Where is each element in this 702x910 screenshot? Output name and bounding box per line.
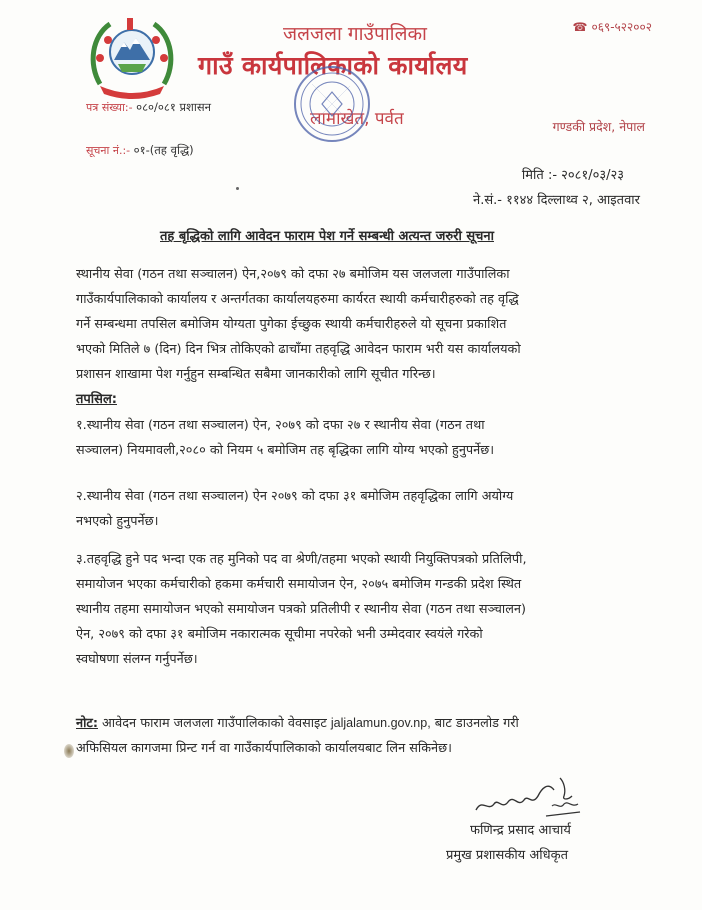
note-paragraph [76,711,656,761]
notice-value: ०१-(तह वृद्धि) [133,143,194,157]
notice-subject: तह बृद्धिको लागि आवेदन फाराम पेश गर्ने सम्बन्धी अत्यन्त जरुरी सूचना [160,229,494,244]
reference-value: ०८०/०८१ प्रशासन [136,100,212,114]
details-heading: तपसिल: [76,392,117,407]
note-text: आवेदन फाराम जलजला गाउँपालिकाको वेवसाइट [97,716,331,731]
ink-smudge [64,744,74,758]
phone-value: ०६९-५२२००२ [591,20,652,34]
point-1 [76,413,656,463]
paragraph-line: भएको मितिले ७ (दिन) दिन भित्र तोकिएको ढाचाँमा तहवृद्धि आवेदन फाराम भरी यस कार्यालयको [76,342,521,357]
note-label: नोट: [76,716,98,731]
telephone-icon: ☎ [572,20,588,34]
nepal-era-date: ने.सं.- ११४४ दिल्लाथ्व २, आइतवार [473,193,640,208]
municipality-name: जलजला गाउँपालिका [283,23,427,45]
paragraph-line: समायोजन भएका कर्मचारीको हकमा कर्मचारी समायोजन ऐन, २०७५ बमोजिम गन्डकी प्रदेश स्थित [76,577,522,592]
reference-label: पत्र संख्या:- [86,101,133,114]
notice-number [86,143,194,158]
paragraph-line: सञ्चालन) नियमावली,२०८० को नियम ५ बमोजिम तह बृद्धिका लागि योग्य भएको हुनुपर्नेछ। [76,443,495,458]
ink-dot [236,187,239,190]
paragraph-line: स्थानीय तहमा समायोजन भएको समायोजन पत्रको प्रतिलीपी र स्थानीय सेवा (गठन तथा सञ्चालन) [76,602,526,617]
handwritten-signature [468,772,588,822]
paragraph-line: प्रशासन शाखामा पेश गर्नुहुन सम्बन्धित सबैमा जानकारीको लागि सूचीत गरिन्छ। [76,367,436,382]
nepal-emblem-logo [86,14,178,100]
main-paragraph [76,262,656,387]
note-line: अफिसियल कागजमा प्रिन्ट गर्न वा गाउँकार्यपालिकाको कार्यालयबाट लिन सकिनेछ। [76,741,452,756]
paragraph-line: नभएको हुनुपर्नेछ। [76,514,159,529]
office-location: लामाखेत, पर्वत [310,109,404,129]
paragraph-line: २.स्थानीय सेवा (गठन तथा सञ्चालन) ऐन २०७९ को दफा ३१ बमोजिम तहवृद्धिका लागि अयोग्य [76,489,514,504]
signer-name: फणिन्द्र प्रसाद आचार्य [470,823,571,838]
signer-title: प्रमुख प्रशासकीय अधिकृत [446,848,569,863]
paragraph-line: गर्ने सम्बन्धमा तपसिल बमोजिम योग्यता पुगेका ईच्छुक स्थायी कर्मचारीहरुले यो सूचना प्रकाशित [76,317,507,332]
note-text: बाट डाउनलोड गरी [430,716,519,731]
note-line [76,711,656,736]
point-3 [76,547,656,672]
paragraph-line: ३.तहवृद्धि हुने पद भन्दा एक तह मुनिको पद वा श्रेणी/तहमा भएको स्थायी नियुक्तिपत्रको प्रतिलिपी, [76,552,527,567]
paragraph-line: १.स्थानीय सेवा (गठन तथा सञ्चालन) ऐन, २०७९ को दफा २७ र स्थानीय सेवा (गठन तथा [76,418,485,433]
letter-reference [86,100,211,115]
point-2 [76,484,656,534]
date-line: मिति :- २०८१/०३/२३ [521,168,624,183]
paragraph-line: ऐन, २०७९ को दफा ३१ बमोजिम नकारात्मक सूचीमा नपरेको भनी उम्मेदवार स्वयंले गरेको [76,627,483,642]
paragraph-line: गाउँकार्यपालिकाको कार्यालय र अन्तर्गतका कार्यालयहरुमा कार्यरत स्थायी कर्मचारीहरुको तह वृद्धि [76,292,519,307]
paragraph-line: स्थानीय सेवा (गठन तथा सञ्चालन) ऐन,२०७९ को दफा २७ बमोजिम यस जलजला गाउँपालिका [76,267,510,282]
paragraph-line: स्वघोषणा संलग्न गर्नुपर्नेछ। [76,652,198,667]
website-link[interactable]: jaljalamun.gov.np, [330,716,431,730]
province-label: गण्डकी प्रदेश, नेपाल [552,119,645,134]
phone-number [573,18,652,35]
notice-label: सूचना नं.:- [86,144,131,157]
office-title: गाउँ कार्यपालिकाको कार्यालय [198,51,468,80]
office-round-stamp [292,64,372,144]
